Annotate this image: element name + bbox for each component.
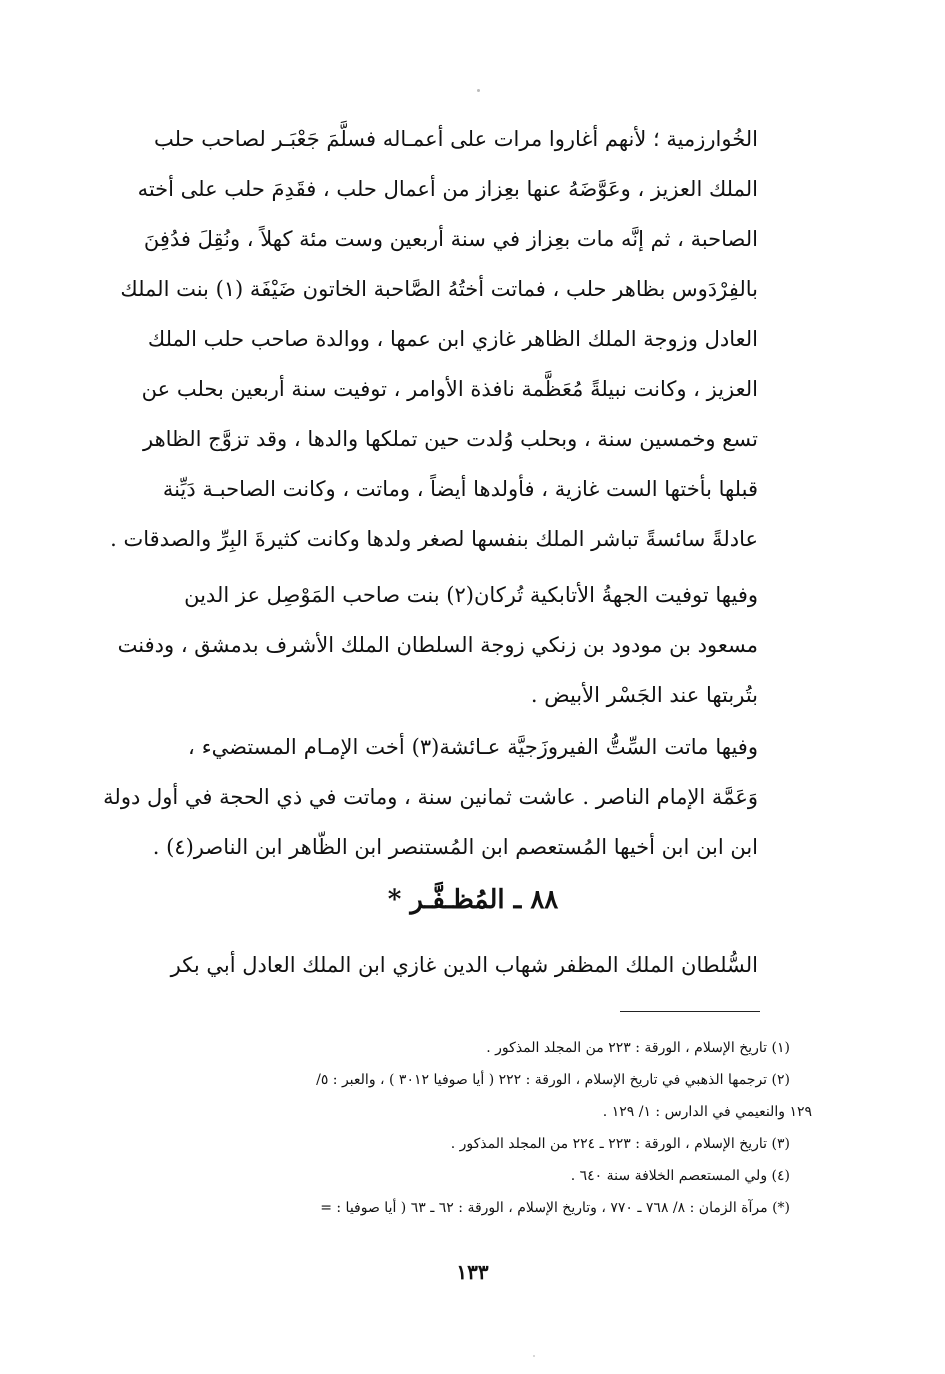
text-line: بتُربتها عند الجَسْر الأبيض . [530, 683, 758, 707]
footnote-line: (٣) تاريخ الإسلام ، الورقة : ٢٢٣ ـ ٢٢٤ من المجلد المذكور . [450, 1136, 790, 1152]
text-line: عادلةً سائسةً تباشر الملك بنفسها لصغر ولدها وكانت كثيرةَ البِرِّ والصدقات . [110, 527, 758, 551]
text-line: وفيها توفيت الجهةُ الأتابكية تُركان(٢) بنت صاحب المَوْصِل عز الدين [184, 583, 758, 607]
paragraph-2 [117, 570, 758, 720]
footnote-line: (*) مرآة الزمان : ٨/ ٧٦٨ ـ ٧٧٠ ، وتاريخ الإسلام ، الورقة : ٦٢ ـ ٦٣ ( أيا صوفيا : = [320, 1200, 790, 1216]
paragraph-3 [103, 722, 758, 872]
text-line: السُّلطان الملك المظفر شهاب الدين غازي ابن الملك العادل أبي بكر [170, 953, 758, 977]
scan-speck [533, 1355, 535, 1357]
footnotes [172, 1032, 812, 1224]
paragraph-1 [110, 114, 758, 564]
footnote-line: (٢) ترجمها الذهبي في تاريخ الإسلام ، الورقة : ٢٢٢ ( أيا صوفيا ٣٠١٢ ) ، والعبر : ٥/ [316, 1072, 790, 1088]
scan-speck [477, 89, 480, 92]
text-line: العزيز ، وكانت نبيلةً مُعَظَّمة نافذة الأوامر ، توفيت سنة أربعين بحلب عن [141, 377, 758, 401]
text-line: قبلها بأختها الست غازية ، فأولدها أيضاً ، وماتت ، وكانت الصاحبـة دَيِّنة [162, 477, 758, 501]
section-heading: ٨٨ ـ المُظـفَّـر * [387, 885, 559, 915]
footnote-line: (١) تاريخ الإسلام ، الورقة : ٢٢٣ من المجلد المذكور . [486, 1040, 790, 1056]
page-number: ١٣٣ [456, 1260, 489, 1284]
text-line: بالفِرْدَوس بظاهر حلب ، فماتت أختُهُ الصَّاحبة الخاتون ضَيْفَة (١) بنت الملك [120, 277, 758, 301]
footnote-divider [620, 1011, 760, 1012]
text-line: وفيها ماتت السِّتُّ الفيروزَجيَّة عـائشة(٣) أخت الإمـام المستضيء ، [188, 735, 758, 759]
text-line: العادل وزوجة الملك الظاهر غازي ابن عمها ، ووالدة صاحب حلب الملك [147, 327, 758, 351]
text-line: الصاحبة ، ثم إنَّه مات بعِزاز في سنة أربعين وست مئة كهلاً ، ونُقِلَ فدُفِنَ [143, 227, 758, 251]
text-line: تسع وخمسين سنة ، وبحلب وُلدت حين تملكها والدها ، وقد تزوَّج الظاهر [142, 427, 758, 451]
text-line: الخُوارزمية ؛ لأنهم أغاروا مرات على أعمـاله فسلَّمَ جَعْبَـر لصاحب حلب [153, 127, 758, 151]
footnote-line: ١٢٩ والنعيمي في الدارس : ١/ ١٢٩ . [602, 1104, 812, 1120]
footnote-line: (٤) ولي المستعصم الخلافة سنة ٦٤٠ . [570, 1168, 790, 1184]
text-line: وَعَمَّة الإمام الناصر . عاشت ثمانين سنة ، وماتت في ذي الحجة في أول دولة [103, 785, 758, 809]
paragraph-4 [170, 940, 758, 990]
text-line: الملك العزيز ، وعَوَّضَهُ عنها بعِزاز من أعمال حلب ، فقَدِمَ حلب على أخته [137, 177, 758, 201]
text-line: ابن ابن ابن أخيها المُستعصم ابن المُستنصر ابن الظّاهر ابن الناصر(٤) . [152, 835, 758, 859]
text-line: مسعود بن مودود بن زنكي زوجة السلطان الملك الأشرف بدمشق ، ودفنت [117, 633, 758, 657]
